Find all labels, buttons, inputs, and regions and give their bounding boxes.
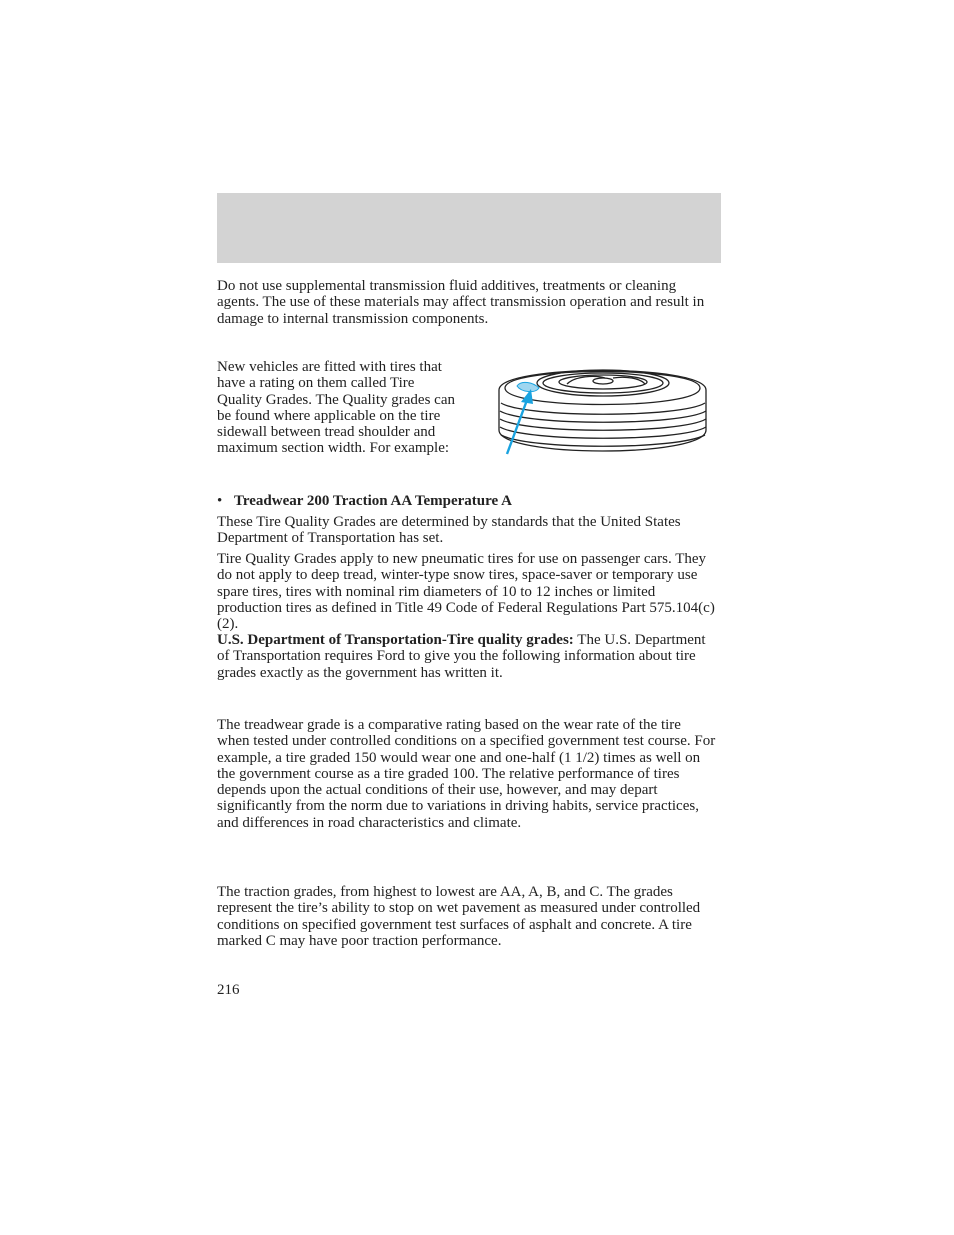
standards-paragraph: These Tire Quality Grades are determined by standards that the United States Department of Transportation has set. (217, 514, 681, 547)
bullet-item (217, 493, 717, 509)
applicability-paragraph: Tire Quality Grades apply to new pneumatic tires for use on passenger cars. They do not apply to deep tread, winter-type snow tires, space-saver or temporary use spare tires, tires with nominal rim diameters of 10 to 12 inches or limited production tires as defined in Title 49 Code of Federal Regulations Part 575.104(c)(2). (217, 551, 715, 633)
dot-grades-paragraph (217, 632, 717, 681)
bullet-text: Treadwear 200 Traction AA Temperature A (234, 493, 512, 509)
tire-intro-paragraph: New vehicles are fitted with tires that have a rating on them called Tire Quality Grades. The Quality grades can be found where applicable on the tire sidewall between tread shoulder and maximum section width. For example: (217, 359, 455, 457)
page-number: 216 (217, 982, 240, 998)
dot-grades-body: The U.S. Department of Transportation requires Ford to give you the following information about tire grades exactly as the government has written it. (217, 632, 706, 681)
bullet-glyph: • (217, 493, 223, 509)
traction-paragraph: The traction grades, from highest to lowest are AA, A, B, and C. The grades represent the tire’s ability to stop on wet pavement as measured under controlled conditions on specified government test surfaces of asphalt and concrete. A tire marked C may have poor traction performance. (217, 884, 701, 949)
tire-illustration (495, 358, 711, 460)
transmission-warning-paragraph: Do not use supplemental transmission fluid additives, treatments or cleaning agents. The use of these materials may affect transmission operation and result in damage to internal transmission components. (217, 278, 705, 327)
dot-grades-heading: U.S. Department of Transportation-Tire quality grades: (217, 632, 574, 648)
treadwear-paragraph: The treadwear grade is a comparative rating based on the wear rate of the tire when tested under controlled conditions on a specified government test course. For example, a tire graded 150 would wear one and one-half (1 1/2) times as well on the government course as a tire graded 100. The relative performance of tires depends upon the actual conditions of their use, however, and may depart significantly from the norm due to variations in driving habits, service practices, and differences in road characteristics and climate. (217, 717, 716, 831)
section-header-band (217, 193, 721, 263)
